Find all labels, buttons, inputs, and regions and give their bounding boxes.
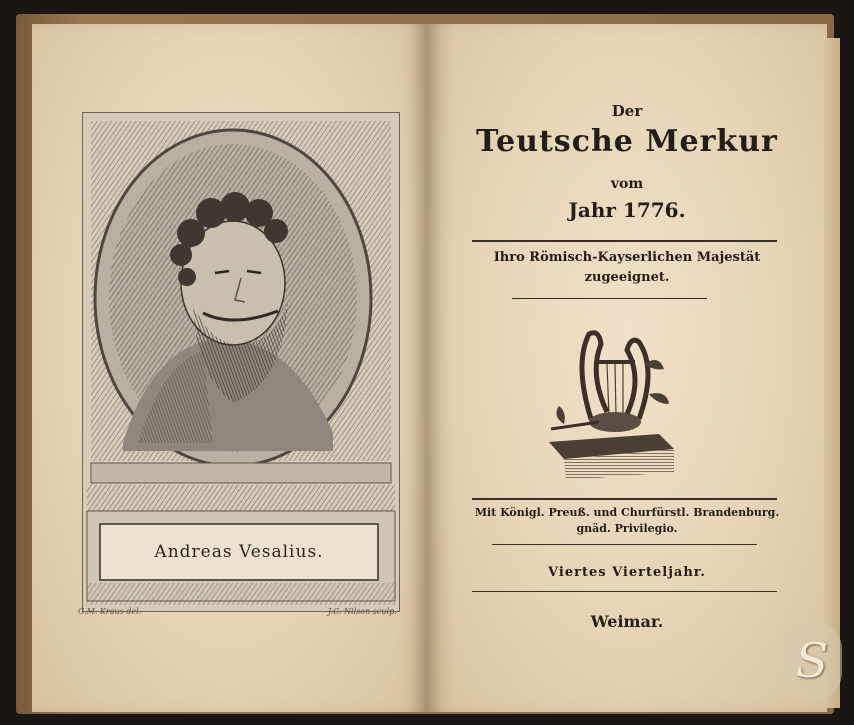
rule-2 <box>512 298 707 299</box>
right-page <box>427 24 827 712</box>
dedication-line2: zugeeignet. <box>584 270 670 285</box>
title-der: Der <box>611 102 643 120</box>
portrait-caption-box <box>99 523 379 581</box>
title-year: Jahr 1776. <box>568 198 686 222</box>
rule-1 <box>472 240 777 242</box>
left-page <box>32 24 427 712</box>
dedication-line1: Ihro Römisch-Kayserlichen Majestät <box>493 250 761 265</box>
bookseller-logo-glyph: S <box>795 633 829 689</box>
portrait-plate <box>82 112 400 612</box>
title-vom: vom <box>610 176 644 192</box>
quarter-label: Viertes Vierteljahr. <box>548 565 706 580</box>
privilege-line2: gnäd. Privilegio. <box>576 522 678 535</box>
title-main: Teutsche Merkur <box>476 124 778 159</box>
credit-engraver: J.C. Nilson sculp. <box>328 607 397 616</box>
portrait-caption: Andreas Vesalius. <box>154 542 324 562</box>
credit-artist: G.M. Kraus del. <box>78 607 142 616</box>
bookseller-logo <box>782 620 842 702</box>
lyre-vignette <box>539 324 699 484</box>
page-edges <box>824 38 840 708</box>
rule-3 <box>472 498 777 500</box>
rule-5 <box>472 591 777 592</box>
place-label: Weimar. <box>590 612 664 631</box>
privilege-line1: Mit Königl. Preuß. und Churfürstl. Brandenburg. <box>474 506 780 519</box>
rule-4 <box>492 544 757 545</box>
open-book <box>12 14 842 714</box>
